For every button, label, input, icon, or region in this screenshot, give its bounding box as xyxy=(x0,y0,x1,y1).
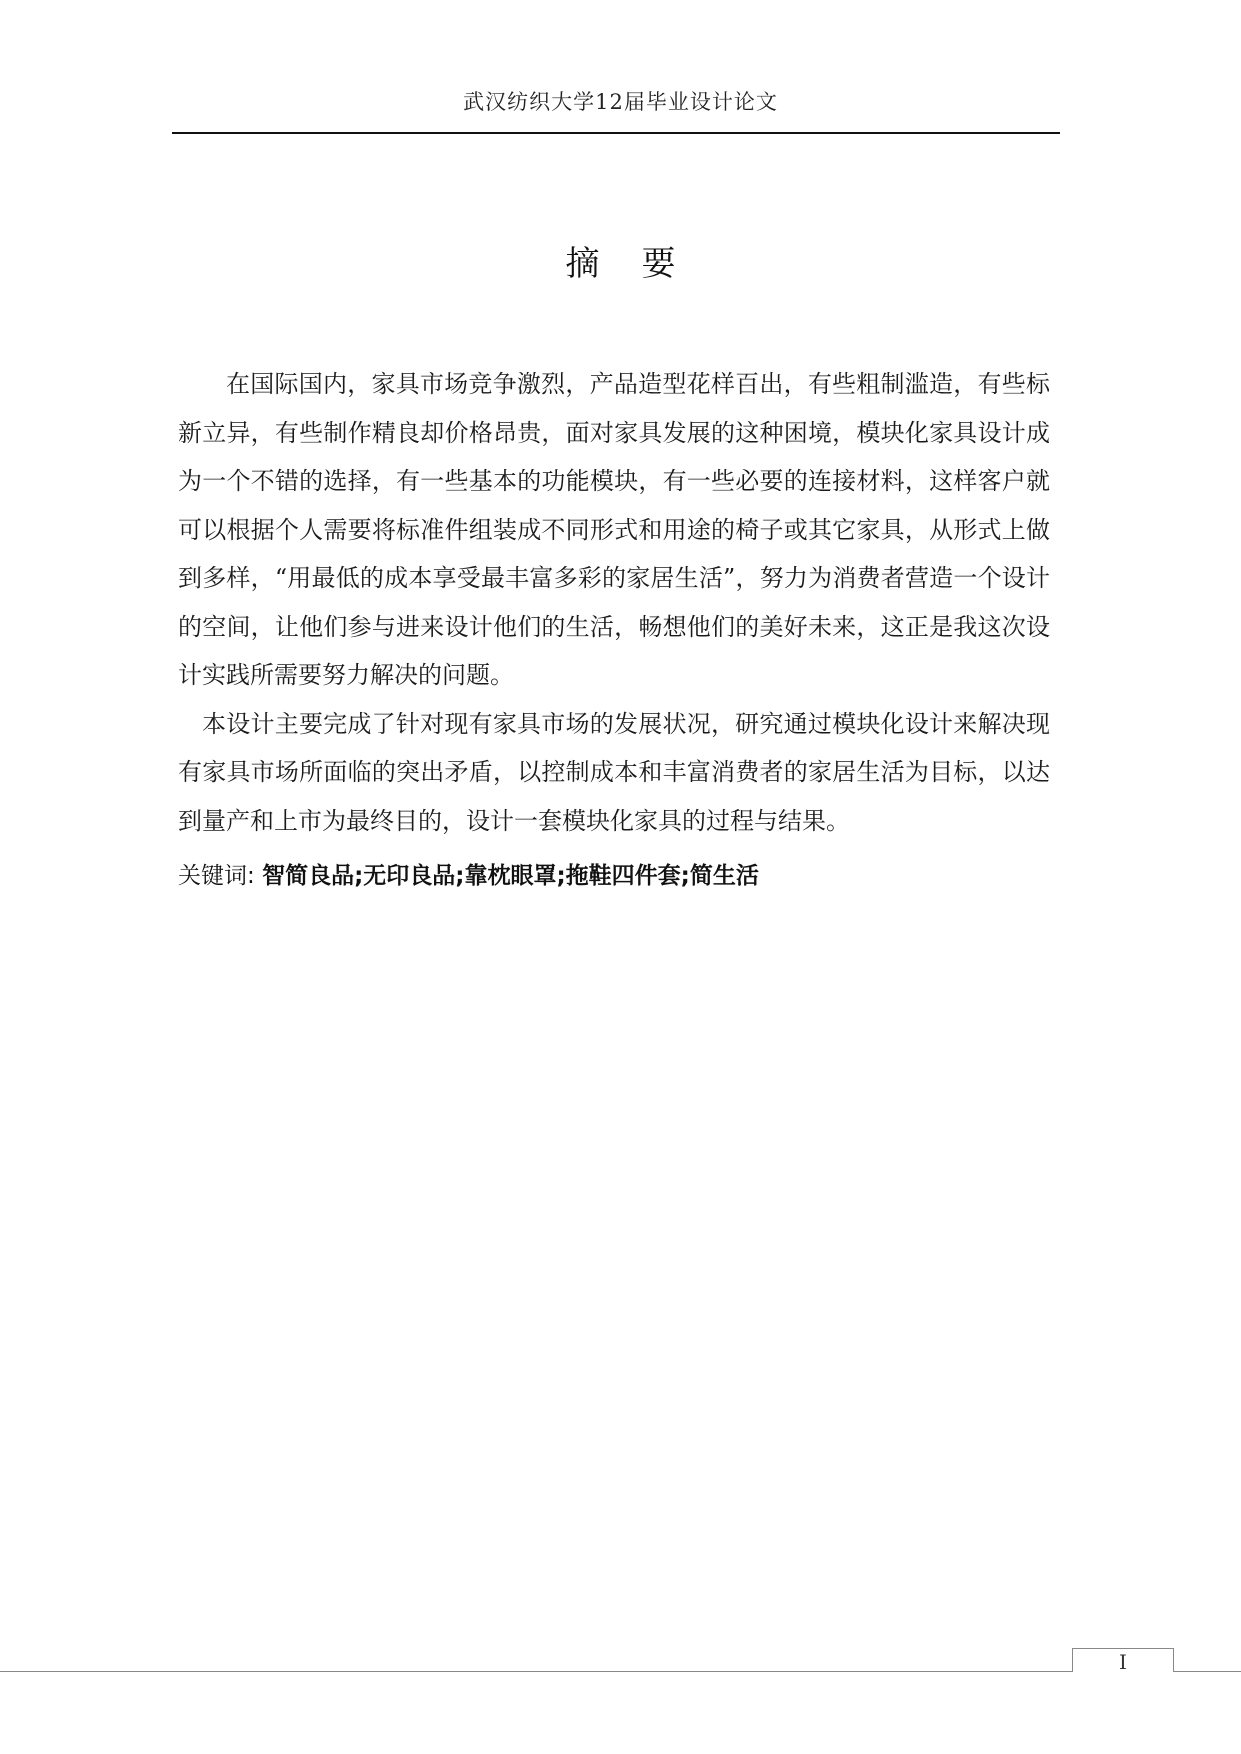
page-number: I xyxy=(1119,1650,1127,1674)
abstract-paragraph-2: 本设计主要完成了针对现有家具市场的发展状况，研究通过模块化设计来解决现有家具市场所面临的突出矛盾，以控制成本和丰富消费者的家居生活为目标，以达到量产和上市为最终目的，设计一套模块化家具的过程与结果。 xyxy=(178,709,1050,835)
abstract-paragraph-1: 在国际国内，家具市场竞争激烈，产品造型花样百出，有些粗制滥造，有些标新立异，有些制作精良却价格昂贵，面对家具发展的这种困境，模块化家具设计成为一个不错的选择，有一些基本的功能模块，有一些必要的连接材料，这样客户就可以根据个人需要将标准件组装成不同形式和用途的椅子或其它家具，从形式上做到多样，“用最低的成本享受最丰富多彩的家居生活”，努力为消费者营造一个设计的空间，让他们参与进来设计他们的生活，畅想他们的美好未来，这正是我这次设计实践所需要努力解决的问题。 xyxy=(178,370,1050,689)
footer-divider xyxy=(0,1671,1241,1672)
keywords-line xyxy=(178,857,1050,890)
keywords-values: 智简良品;无印良品;靠枕眼罩;拖鞋四件套;简生活 xyxy=(262,863,759,889)
header-divider xyxy=(172,132,1060,134)
abstract-title: 摘要 xyxy=(565,244,718,284)
keywords-label: 关键词: xyxy=(178,863,255,889)
abstract-body xyxy=(178,360,1050,845)
running-header: 武汉纺织大学12届毕业设计论文 xyxy=(463,90,778,114)
